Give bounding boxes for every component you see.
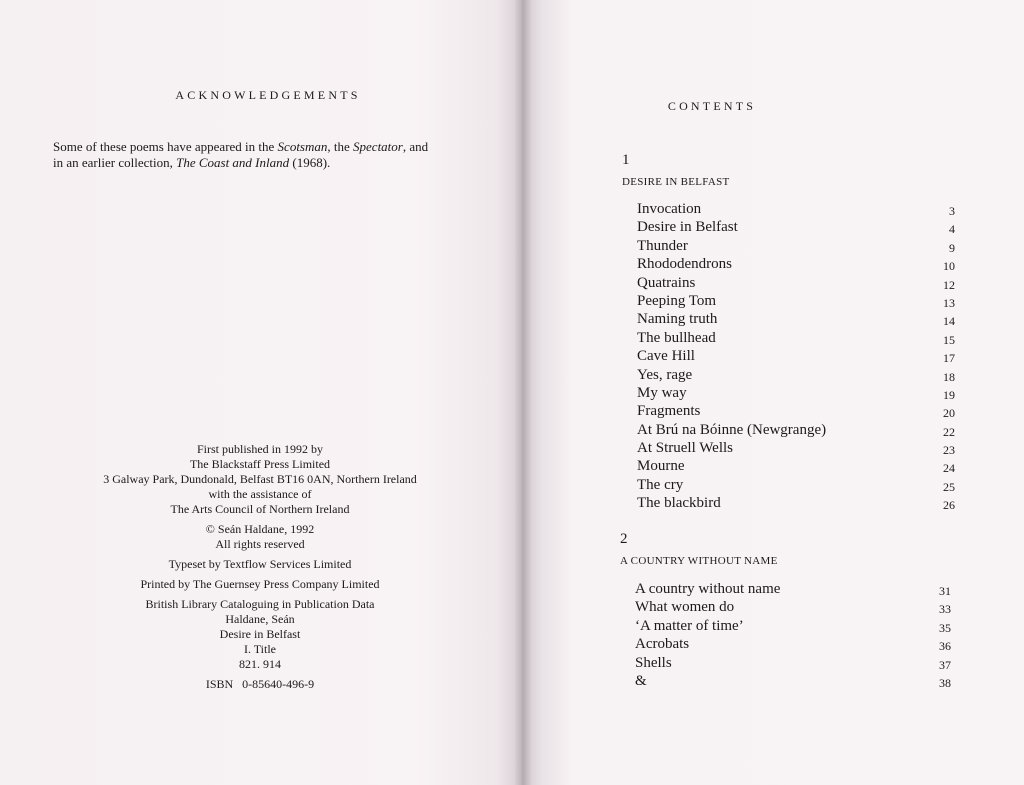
entry-page-number: 31 [939, 584, 951, 598]
contents-entry [637, 310, 955, 328]
contents-entry [635, 635, 951, 653]
ack-coast-and-inland: The Coast and Inland [176, 155, 290, 170]
entry-title: Acrobats [635, 636, 690, 653]
entry-page-number: 24 [943, 461, 955, 476]
address-line: 3 Galway Park, Dundonald, Belfast BT16 0AN, Northern Ireland [103, 472, 417, 486]
entry-title: Fragments [637, 403, 701, 420]
contents-entry [635, 617, 951, 635]
entry-page-number: 17 [943, 351, 955, 366]
contents-entry [635, 654, 951, 672]
entry-page-number: 26 [943, 498, 955, 513]
contents-entry [635, 672, 951, 690]
contents-heading: CONTENTS [667, 99, 757, 113]
publisher-line: The Blackstaff Press Limited [189, 457, 331, 471]
entry-page-number: 9 [949, 240, 955, 255]
first-published-line: First published in 1992 by [196, 442, 323, 456]
entry-title: At Brú na Bóinne (Newgrange) [637, 421, 827, 438]
ack-text-part: Some of these poems have appeared in the [53, 139, 278, 154]
cip-class-line: I. Title [243, 642, 276, 656]
entry-title: At Struell Wells [637, 440, 734, 457]
entry-title: My way [637, 384, 687, 401]
contents-entry [637, 347, 955, 365]
entry-page-number: 23 [943, 443, 955, 458]
entry-title: The cry [637, 476, 684, 493]
section-title: DESIRE IN BELFAST [622, 176, 730, 188]
entry-page-number: 12 [943, 277, 955, 292]
cip-author-line: Haldane, Seán [225, 612, 295, 626]
entry-page-number: 10 [943, 259, 955, 274]
entry-page-number: 33 [939, 602, 951, 617]
contents-entry [637, 439, 955, 457]
entry-title: Naming truth [637, 311, 718, 328]
entry-title: Rhododendrons [637, 256, 732, 273]
entry-title: ‘A matter of time’ [635, 617, 744, 634]
entry-page-number: 3 [949, 204, 955, 218]
entry-title: Thunder [637, 237, 688, 254]
contents-entry [637, 457, 955, 475]
section-number: 2 [620, 531, 628, 547]
ack-spectator: Spectator [353, 139, 403, 154]
section-number: 1 [622, 152, 630, 168]
ack-text-part: in an earlier collection, [53, 155, 177, 170]
section-title: A COUNTRY WITHOUT NAME [620, 555, 778, 567]
acknowledgements-text [53, 139, 493, 171]
entry-title: What women do [635, 599, 735, 616]
assistance-line: with the assistance of [208, 487, 312, 501]
entry-page-number: 4 [949, 222, 955, 237]
contents-entry [637, 255, 955, 273]
contents-list [635, 580, 951, 690]
entry-page-number: 13 [943, 295, 955, 310]
arts-council-line: The Arts Council of Northern Ireland [170, 502, 350, 516]
entry-page-number: 25 [943, 479, 955, 494]
contents-entry [637, 366, 955, 384]
entry-page-number: 14 [943, 314, 955, 329]
ack-text-part: (1968). [289, 155, 331, 170]
ack-text-part: , the [327, 139, 354, 154]
acknowledgements-heading: ACKNOWLEDGEMENTS [175, 88, 361, 102]
contents-entry [637, 494, 955, 512]
book-gutter [514, 0, 532, 785]
contents-entry [637, 292, 955, 310]
contents-entry [637, 476, 955, 494]
entry-title: Yes, rage [637, 366, 693, 383]
typeset-line: Typeset by Textflow Services Limited [168, 557, 352, 571]
entry-page-number: 18 [943, 369, 955, 384]
contents-entry [637, 237, 955, 255]
entry-page-number: 38 [939, 675, 951, 690]
entry-page-number: 19 [943, 387, 955, 402]
entry-title: Mourne [637, 458, 685, 475]
entry-title: Invocation [637, 201, 702, 217]
copyright-line: © Seán Haldane, 1992 [205, 522, 315, 536]
contents-list [637, 200, 955, 513]
entry-title: Cave Hill [637, 348, 695, 365]
isbn-line: ISBN 0-85640-496-9 [205, 677, 315, 691]
entry-title: Peeping Tom [637, 292, 717, 309]
entry-page-number: 35 [939, 620, 951, 635]
contents-entry [637, 329, 955, 347]
contents-entry [637, 402, 955, 420]
imprint-block [60, 442, 460, 692]
contents-entry [637, 384, 955, 402]
contents-entry [637, 218, 955, 236]
entry-page-number: 22 [943, 424, 955, 439]
entry-page-number: 15 [943, 332, 955, 347]
contents-entry [637, 421, 955, 439]
contents-entry [635, 598, 951, 616]
entry-page-number: 37 [939, 657, 951, 672]
printed-line: Printed by The Guernsey Press Company Limited [140, 577, 380, 591]
entry-title: Desire in Belfast [637, 219, 738, 236]
rights-line: All rights reserved [215, 537, 305, 551]
entry-page-number: 20 [943, 406, 955, 421]
ack-scotsman: Scotsman [277, 139, 328, 154]
entry-title: & [635, 672, 647, 689]
cip-book-line: Desire in Belfast [219, 627, 301, 641]
entry-page-number: 36 [939, 639, 951, 654]
entry-title: The bullhead [637, 329, 716, 346]
contents-entry [637, 274, 955, 292]
contents-entry [635, 580, 951, 598]
contents-entry [637, 200, 955, 218]
cip-title-line: British Library Cataloguing in Publication Data [145, 597, 375, 611]
cip-number-line: 821. 914 [239, 657, 281, 671]
entry-title: The blackbird [637, 495, 721, 512]
entry-title: Shells [635, 654, 672, 671]
entry-title: A country without name [635, 581, 781, 597]
ack-text-part: , and [402, 139, 429, 154]
entry-title: Quatrains [637, 274, 696, 291]
